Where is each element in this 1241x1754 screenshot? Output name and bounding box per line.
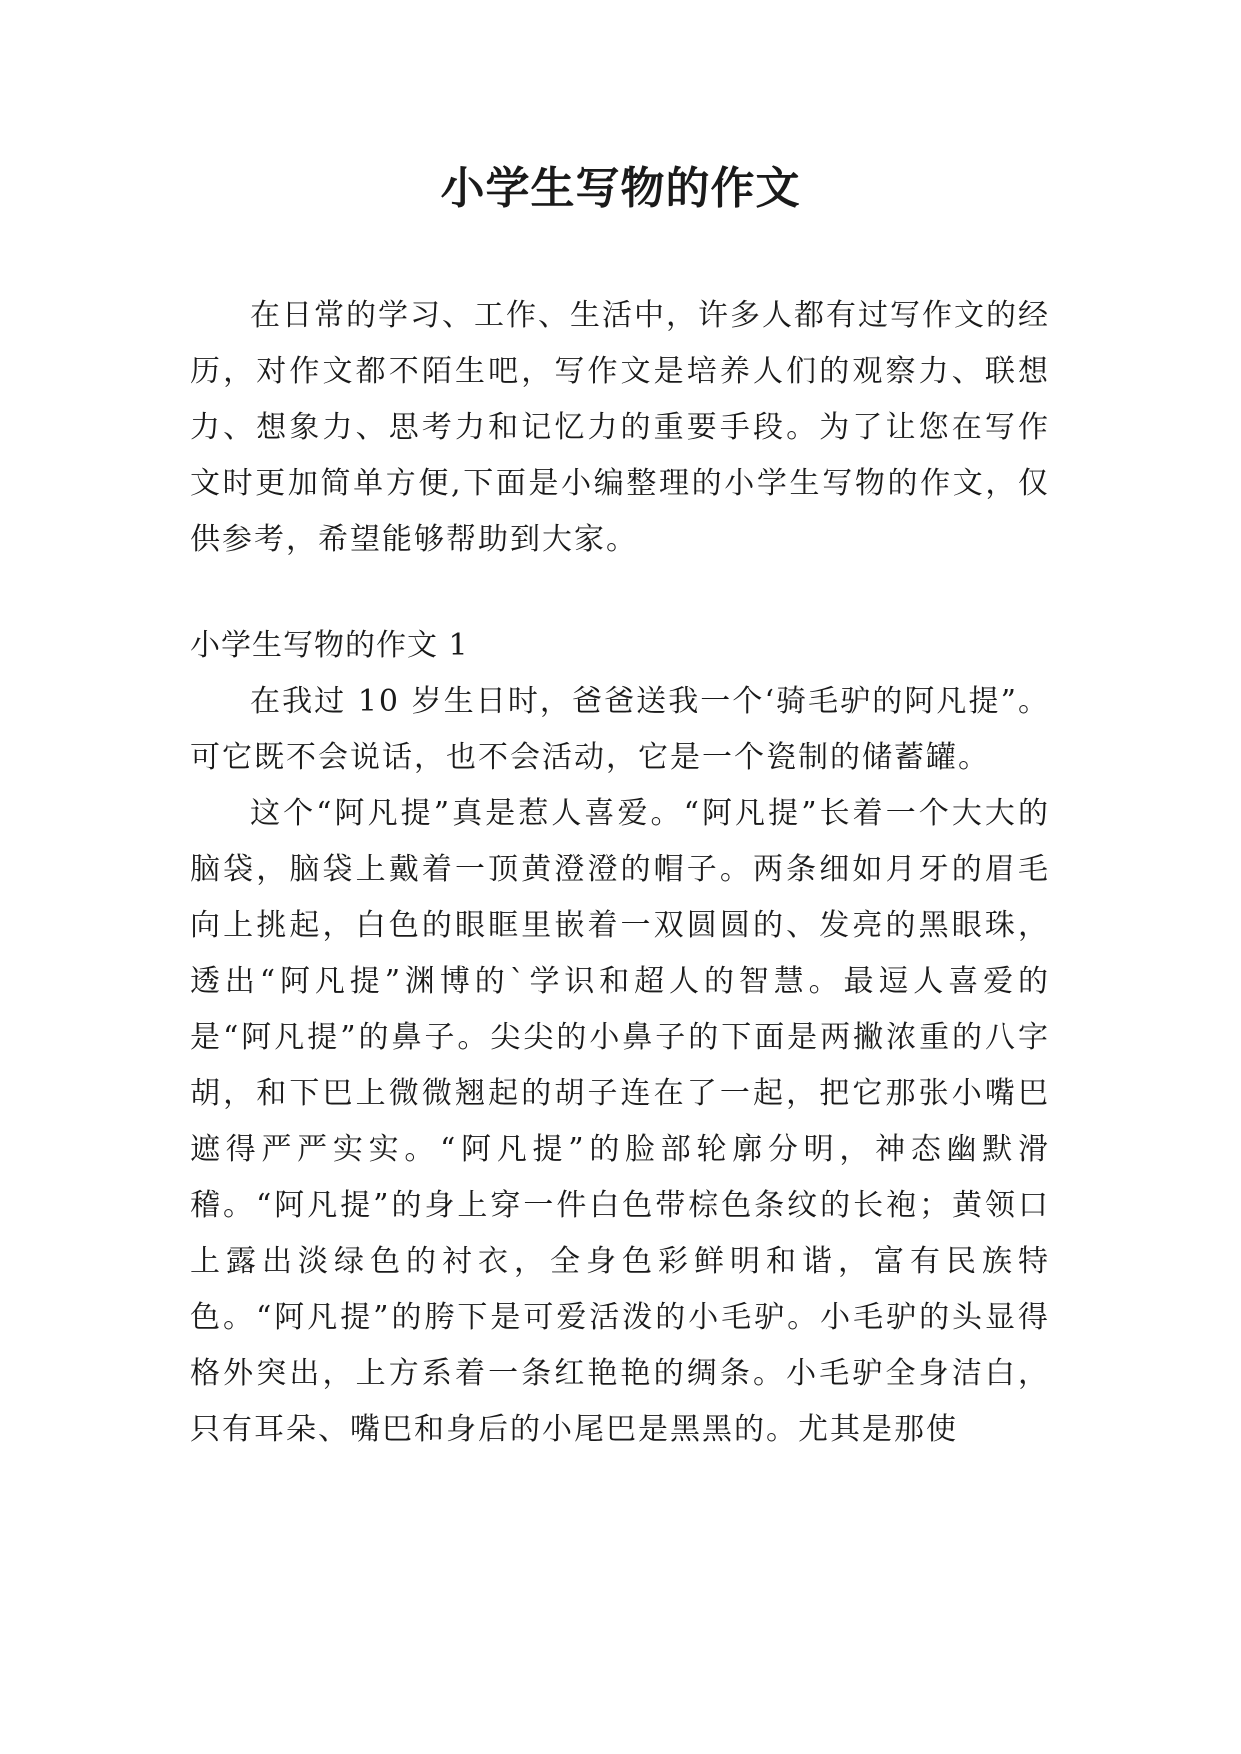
body-paragraph: 在我过 10 岁生日时，爸爸送我一个‘骑毛驴的阿凡提”。可它既不会说话，也不会活动，它是一个瓷制的储蓄罐。 — [190, 684, 1050, 775]
document-body — [190, 288, 1050, 1458]
intro-paragraph: 在日常的学习、工作、生活中，许多人都有过写作文的经历，对作文都不陌生吧，写作文是培养人们的观察力、联想力、想象力、思考力和记忆力的重要手段。为了让您在写作文时更加简单方便,下面是小编整理的小学生写物的作文，仅供参考，希望能够帮助到大家。 — [190, 298, 1050, 557]
body-paragraph: 这个“阿凡提”真是惹人喜爱。“阿凡提”长着一个大大的脑袋，脑袋上戴着一顶黄澄澄的帽子。两条细如月牙的眉毛向上挑起，白色的眼眶里嵌着一双圆圆的、发亮的黑眼珠，透出“阿凡提”渊博的`学识和超人的智慧。最逗人喜爱的是“阿凡提”的鼻子。尖尖的小鼻子的下面是两撇浓重的八字胡，和下巴上微微翘起的胡子连在了一起，把它那张小嘴巴遮得严严实实。“阿凡提”的脸部轮廓分明，神态幽默滑稽。“阿凡提”的身上穿一件白色带棕色条纹的长袍；黄领口上露出淡绿色的衬衣，全身色彩鲜明和谐，富有民族特色。“阿凡提”的胯下是可爱活泼的小毛驴。小毛驴的头显得格外突出，上方系着一条红艳艳的绸条。小毛驴全身洁白，只有耳朵、嘴巴和身后的小尾巴是黑黑的。尤其是那使 — [190, 796, 1050, 1447]
document-title: 小学生写物的作文 — [440, 163, 801, 214]
section-heading: 小学生写物的作文 1 — [190, 628, 469, 663]
